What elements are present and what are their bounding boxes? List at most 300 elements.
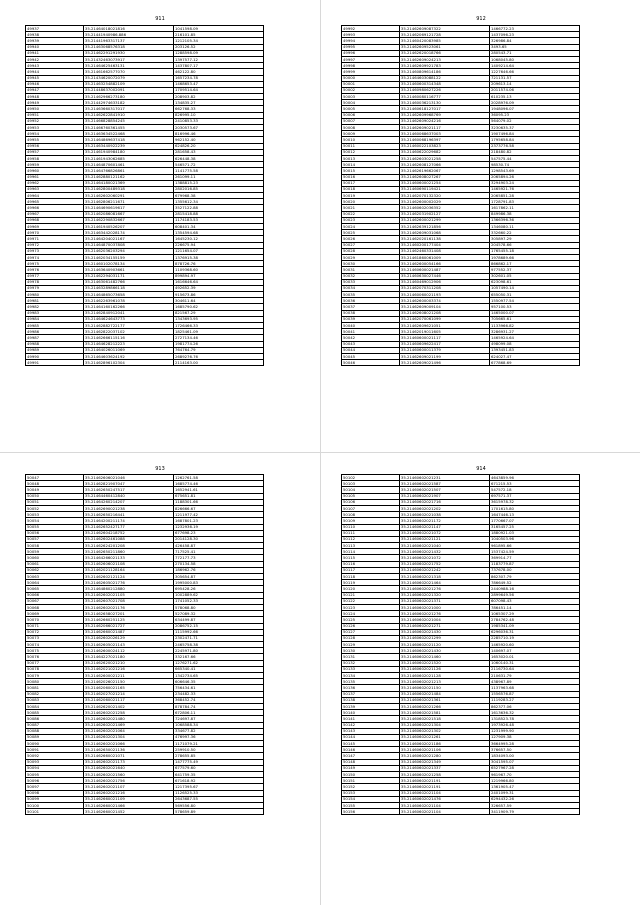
value-cell: 724697.87 [173,716,263,722]
row-id-cell: 50074 [26,642,84,648]
coordinate-cell: 35.21462609968769 [399,112,489,118]
row-id-cell: 49966 [26,205,84,211]
row-id-cell: 50102 [342,475,400,481]
row-id-cell: 50115 [342,555,400,561]
value-cell: 677698.23 [173,530,263,536]
row-id-cell: 50021 [342,205,400,211]
coordinate-cell: 35.21462609021199 [399,353,489,359]
value-cell: 1647446.13 [489,512,579,518]
value-cell: 1825461.09 [173,329,263,335]
coordinate-cell: 35.21460809614186 [399,69,489,75]
row-id-cell: 50091 [26,747,84,753]
row-id-cell: 49967 [26,211,84,217]
row-id-cell: 50071 [26,623,84,629]
row-id-cell: 49970 [26,230,84,236]
row-id-cell: 50151 [342,778,400,784]
row-id-cell: 50154 [342,796,400,802]
coordinate-cell: 35.21460630027446 [399,273,489,279]
value-cell: 578659.89 [173,809,263,815]
value-cell: 1068588.34 [173,722,263,728]
row-id-cell: 50067 [26,598,84,604]
coordinate-cell: 35.21462600003374 [399,298,489,304]
row-id-cell: 50058 [26,543,84,549]
row-id-cell: 50028 [342,248,400,254]
value-cell: 1465000.07 [489,310,579,316]
value-cell: 1212105.34 [173,38,263,44]
coordinate-cell: 35.21462608027267 [399,174,489,180]
coordinate-cell: 35.21461940526207 [83,224,173,230]
row-id-cell: 50054 [26,518,84,524]
coordinate-cell: 35.21462602021560 [83,772,173,778]
coordinate-cell: 35.21460602021752 [399,561,489,567]
coordinate-cell: 35.21462031902127 [399,211,489,217]
row-id-cell: 50080 [26,679,84,685]
value-cell: 1468653.47 [173,81,263,87]
value-cell: 1685790.62 [173,304,263,310]
value-cell: 1366396.36 [489,217,579,223]
row-id-cell: 49956 [26,143,84,149]
coordinate-cell: 35.21462840912041 [83,310,173,316]
value-cell: 786649.52 [489,580,579,586]
coordinate-cell: 35.21462800489318 [83,186,173,192]
value-cell: 302601.05 [489,273,579,279]
value-cell: 1174183.53 [173,217,263,223]
coordinate-cell: 35.21460022103823 [399,143,489,149]
row-id-cell: 50098 [26,790,84,796]
value-cell: 675651.81 [173,493,263,499]
coordinate-cell: 35.21463061482766 [83,279,173,285]
coordinate-cell: 35.21462603021258 [399,155,489,161]
coordinate-cell: 35.21460602021121 [399,536,489,542]
value-cell: 546571.72 [173,162,263,168]
value-cell: 569556.80 [173,802,263,808]
row-id-cell: 49986 [26,329,84,335]
value-cell: 878726.76 [173,261,263,267]
row-id-cell: 50106 [342,499,400,505]
value-cell: 826666.67 [173,505,263,511]
value-cell: 1171079.21 [173,741,263,747]
value-cell: 665340.41 [173,666,263,672]
row-id-cell: 50060 [26,555,84,561]
coordinate-cell: 35.21441940986.886 [83,32,173,38]
row-id-cell: 50110 [342,524,400,530]
value-cell: 527089.32 [173,611,263,617]
coordinate-cell: 35.21462605021143 [83,642,173,648]
value-cell: 1556576.87 [489,691,579,697]
row-id-cell: 49987 [26,335,84,341]
row-id-cell: 50125 [342,617,400,623]
coordinate-cell: 35.21462027021214 [83,691,173,697]
row-id-cell: 49963 [26,186,84,192]
row-id-cell: 50089 [26,734,84,740]
row-id-cell: 49965 [26,199,84,205]
value-cell: 1981774.26 [173,341,263,347]
row-id-cell: 49959 [26,162,84,168]
row-id-cell: 49991 [26,360,84,366]
coordinate-cell: 35.21462806211671 [83,199,173,205]
value-cell: 662768.33 [173,106,263,112]
coordinate-cell: 35.21460080116777 [399,94,489,100]
value-cell: 578068.80 [173,604,263,610]
value-cell: 1948096.07 [489,106,579,112]
coordinate-cell: 35.21460602021460 [399,654,489,660]
coordinate-cell: 35.21462602021105 [83,592,173,598]
value-cell: 1465921.76 [489,186,579,192]
value-cell: 3286931.27 [489,329,579,335]
coordinate-cell: 35.21460602021520 [399,660,489,666]
row-id-cell: 50113 [342,543,400,549]
value-cell: 1227646.66 [489,69,579,75]
coordinate-cell: 35.21463634522468 [83,131,173,137]
value-cell: 368452.74 [173,697,263,703]
coordinate-cell: 35.21460068637003 [399,131,489,137]
row-id-cell: 50130 [342,648,400,654]
value-cell: 899894.97 [173,273,263,279]
coordinate-cell: 35.21462609024216 [399,118,489,124]
row-id-cell: 49964 [26,193,84,199]
row-id-cell: 49945 [26,75,84,81]
coordinate-cell: 35.21460602021430 [399,629,489,635]
row-id-cell: 50141 [342,716,400,722]
row-id-cell: 50148 [342,759,400,765]
coordinate-cell: 35.21460602021716 [399,499,489,505]
coordinate-cell: 35.21462619662067 [399,168,489,174]
table-913 [25,474,264,815]
value-cell: 1040503.96 [489,536,579,542]
coordinate-cell: 35.21462609021496 [399,360,489,366]
coordinate-cell: 35.21460602021304 [399,722,489,728]
coordinate-cell: 35.21460600021117 [399,335,489,341]
coordinate-cell: 35.21462290832667 [83,217,173,223]
value-cell: 6296036.31 [489,629,579,635]
value-cell: 334677.82 [173,728,263,734]
value-cell: 977552.37 [489,267,579,273]
coordinate-cell: 35.21462896102304 [83,360,173,366]
row-id-cell: 50116 [342,561,400,567]
row-id-cell: 50005 [342,106,400,112]
coordinate-cell: 35.21460980627226 [399,87,489,93]
value-cell: 1057490.14 [489,285,579,291]
coordinate-cell: 35.21462620021402 [83,703,173,709]
value-cell: 1537424.59 [489,549,579,555]
value-cell: 1342734.65 [173,673,263,679]
value-cell: 2014128.30 [173,536,263,542]
value-cell: 1653020.01 [489,654,579,660]
value-cell: 1137963.68 [489,685,579,691]
coordinate-cell: 35.21462086081667 [83,211,173,217]
value-cell: 3294903.24 [489,180,579,186]
value-cell: 1361905.47 [489,784,579,790]
row-id-cell: 50082 [26,691,84,697]
coordinate-cell: 35.21462600054166 [399,261,489,267]
coordinate-cell: 35.21462600024112 [83,648,173,654]
value-cell: 3493.65 [489,44,579,50]
value-cell: 1685774.46 [173,481,263,487]
coordinate-cell: 35.21462602021304 [83,734,173,740]
coordinate-cell: 35.21464870037808 [83,242,173,248]
value-cell: 332167.66 [173,654,263,660]
coordinate-cell: 35.21461662577070 [83,69,173,75]
row-id-cell: 50150 [342,772,400,778]
coordinate-cell: 35.21448637002091 [83,87,173,93]
coordinate-cell: 35.21462021128164 [83,567,173,573]
sheet-title-911: 911 [155,16,165,22]
coordinate-cell: 35.21462609031068 [399,230,489,236]
row-id-cell: 50108 [342,512,400,518]
value-cell: 492652.39 [173,285,263,291]
row-id-cell: 49974 [26,254,84,260]
coordinate-cell: 35.21464200211174 [83,518,173,524]
row-id-cell: 50114 [342,549,400,555]
value-cell: 2410853.33 [173,118,263,124]
row-id-cell: 50065 [26,586,84,592]
value-cell: 624027.47 [489,353,579,359]
row-id-cell: 50138 [342,697,400,703]
table-911 [25,25,264,366]
row-id-cell: 50134 [342,673,400,679]
row-id-cell: 50124 [342,611,400,617]
value-cell: 127909.38 [489,734,579,740]
value-cell: 1550977.54 [489,298,579,304]
coordinate-cell: 35.21460602021038 [399,512,489,518]
value-cell: 623098.61 [489,279,579,285]
row-id-cell: 50097 [26,784,84,790]
coordinate-cell: 35.21460602021507 [399,487,489,493]
coordinate-cell: 35.21462602021066 [83,741,173,747]
value-cell: 1477775.49 [173,759,263,765]
value-cell: 203126.52 [173,44,263,50]
row-id-cell: 50142 [342,722,400,728]
coordinate-cell: 35.21432463073917 [83,56,173,62]
row-id-cell: 49995 [342,44,400,50]
value-cell: 1409214.64 [489,63,579,69]
value-cell: 2401099.31 [489,790,579,796]
row-id-cell: 49994 [342,38,400,44]
coordinate-cell: 35.21463254882109 [83,81,173,87]
row-id-cell: 50009 [342,131,400,137]
coordinate-cell: 35.21462650021136 [83,747,173,753]
coordinate-cell: 35.21460602021320 [399,592,489,598]
coordinate-cell: 35.21460602021266 [399,703,489,709]
coordinate-cell: 35.21460602021581 [399,710,489,716]
row-id-cell: 50135 [342,679,400,685]
coordinate-cell: 35.21460602021004 [399,617,489,623]
row-id-cell: 50002 [342,87,400,93]
value-cell: 957100.53 [489,304,579,310]
row-id-cell: 50155 [342,802,400,808]
row-id-cell: 50015 [342,168,400,174]
coordinate-cell: 35.21462652427177 [83,524,173,530]
coordinate-cell: 35.21464018021816 [83,26,173,32]
coordinate-cell: 35.21462650211860 [83,549,173,555]
coordinate-cell: 35.21464869637418 [83,137,173,143]
table-row [26,360,264,366]
value-cell: 672806.11 [173,710,263,716]
value-cell: 1652941.61 [173,487,263,493]
coordinate-cell: 35.21462070061099 [399,316,489,322]
row-id-cell: 50153 [342,790,400,796]
coordinate-cell: 35.21460602021518 [399,716,489,722]
value-cell: 547572.18 [489,487,579,493]
horizontal-divider [0,452,640,453]
coordinate-cell: 35.21462060021165 [83,685,173,691]
value-cell: 756434.61 [173,685,263,691]
coordinate-cell: 35.21460420083985 [399,38,489,44]
value-cell: 1232936.19 [173,524,263,530]
row-id-cell: 49960 [26,168,84,174]
coordinate-cell: 35.21462602021756 [83,778,173,784]
value-cell: 671215.53 [489,481,579,487]
row-id-cell: 49980 [26,292,84,298]
value-cell: 1262761.58 [173,475,263,481]
coordinate-cell: 35.21462070311208 [399,285,489,291]
coordinate-cell: 35.21460602021104 [399,790,489,796]
row-id-cell: 50131 [342,654,400,660]
row-id-cell: 50092 [26,753,84,759]
row-id-cell: 50093 [26,759,84,765]
row-id-cell: 49958 [26,155,84,161]
row-id-cell: 49988 [26,341,84,347]
table-914 [341,474,580,815]
row-id-cell: 50055 [26,524,84,530]
coordinate-cell: 35.21461943062685 [83,155,173,161]
row-id-cell: 50053 [26,512,84,518]
row-id-cell: 50025 [342,230,400,236]
coordinate-cell: 35.21460602021337 [399,765,489,771]
coordinate-cell: 35.21462609523061 [399,44,489,50]
row-id-cell: 49940 [26,44,84,50]
row-id-cell: 50017 [342,180,400,186]
sheet-title-912: 912 [476,16,486,22]
value-cell: 878784.74 [173,703,263,709]
row-id-cell: 50077 [26,660,84,666]
row-id-cell: 49975 [26,261,84,267]
coordinate-cell: 35.21462650247517 [83,487,173,493]
value-cell: 476997.36 [173,734,263,740]
row-id-cell: 50094 [26,765,84,771]
value-cell: 1728791.83 [489,199,579,205]
row-id-cell: 50129 [342,642,400,648]
coordinate-cell: 35.21462620018766 [399,50,489,56]
value-cell: 226675.94 [173,242,263,248]
value-cell: 1002889.62 [173,592,263,598]
coordinate-cell: 35.21434620072079 [83,75,173,81]
value-cell: 1617862.11 [489,205,579,211]
row-id-cell: 50041 [342,329,400,335]
value-cell: 1119283.27 [489,697,579,703]
coordinate-cell: 35.21462607021708 [83,598,173,604]
value-cell: 608401.34 [173,224,263,230]
coordinate-cell: 35.21462658027201 [83,611,173,617]
row-id-cell: 49984 [26,316,84,322]
coordinate-cell: 35.21460602021000 [399,604,489,610]
row-id-cell: 50038 [342,310,400,316]
value-cell: 626448.38 [173,155,263,161]
row-id-cell: 49939 [26,38,84,44]
row-id-cell: 49979 [26,285,84,291]
coordinate-cell: 35.21462608021208 [399,310,489,316]
row-id-cell: 50046 [342,360,400,366]
row-id-cell: 50047 [26,475,84,481]
value-cell: 6527967.28 [489,765,579,771]
row-id-cell: 50109 [342,518,400,524]
coordinate-cell: 35.21464625463131 [83,63,173,69]
row-id-cell: 50144 [342,734,400,740]
value-cell: 3527122.88 [173,205,263,211]
coordinate-cell: 35.21464227021180 [83,654,173,660]
value-cell: 1907496.84 [489,131,579,137]
value-cell: 1183779.87 [489,561,579,567]
row-id-cell: 50026 [342,236,400,242]
row-id-cell: 50128 [342,635,400,641]
value-cell: 1188301.66 [173,499,263,505]
coordinate-cell: 35.21463440922239 [83,143,173,149]
row-id-cell: 50132 [342,660,400,666]
row-id-cell: 49944 [26,69,84,75]
coordinate-cell: 35.21464870601461 [83,162,173,168]
coordinate-cell: 35.21462602021480 [83,716,173,722]
coordinate-cell: 35.21462019011605 [399,329,489,335]
row-id-cell: 49962 [26,180,84,186]
value-cell: 1765455.18 [489,248,579,254]
coordinate-cell: 35.21460602021302 [399,728,489,734]
value-cell: 326657.59 [489,802,579,808]
row-id-cell: 50107 [342,505,400,511]
value-cell: 3615978.32 [489,499,579,505]
coordinate-cell: 35.21462880121162 [83,174,173,180]
value-cell: 1211977.42 [173,512,263,518]
coordinate-cell: 35.21462602021064 [83,728,173,734]
coordinate-cell: 35.21462609021117 [399,125,489,131]
row-id-cell: 50062 [26,567,84,573]
coordinate-cell: 35.21460602021150 [399,685,489,691]
coordinate-cell: 35.21462882722177 [83,323,173,329]
coordinate-cell: 35.21462609921783 [399,63,489,69]
value-cell: 677579.60 [173,765,263,771]
coordinate-cell: 35.21464266021133 [83,555,173,561]
value-cell: 1298543.69 [489,168,579,174]
value-cell: 1770667.07 [489,518,579,524]
value-cell: 261099.11 [173,174,263,180]
value-cell: 2086752.15 [173,623,263,629]
value-cell: 1465920.60 [489,642,579,648]
row-id-cell: 49973 [26,248,84,254]
coordinate-cell: 35.21462606021108 [83,561,173,567]
row-id-cell: 50006 [342,112,400,118]
value-cell: 3664995.28 [489,741,579,747]
coordinate-cell: 35.21460602021276 [399,611,489,617]
coordinate-cell: 35.21462821907047 [83,481,173,487]
row-id-cell: 50042 [342,335,400,341]
value-cell: 641759.35 [173,772,263,778]
row-id-cell: 50052 [26,505,84,511]
coordinate-cell: 35.21463442028174 [83,230,173,236]
row-id-cell: 49941 [26,50,84,56]
row-id-cell: 50136 [342,685,400,691]
value-cell: 961895.66 [489,543,579,549]
coordinate-cell: 35.21462460331408 [399,248,489,254]
value-cell: 697571.37 [489,493,579,499]
row-id-cell: 50119 [342,580,400,586]
value-cell: 655050.31 [489,292,579,298]
coordinate-cell: 35.21460036213130 [399,100,489,106]
row-id-cell: 50133 [342,666,400,672]
coordinate-cell: 35.21462660021487 [83,629,173,635]
row-id-cell: 50016 [342,174,400,180]
coordinate-cell: 35.21460602021172 [399,518,489,524]
value-cell: 1437096.23 [489,32,579,38]
coordinate-cell: 35.21460602021231 [399,475,489,481]
